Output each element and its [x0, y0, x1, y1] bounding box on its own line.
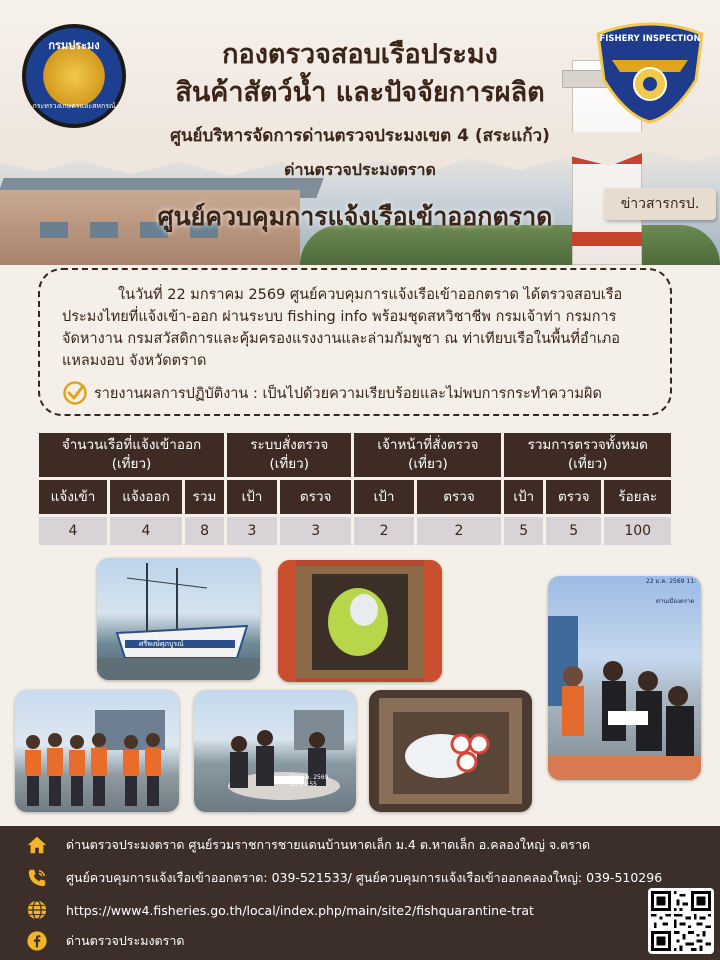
value-cell: 5 [546, 517, 601, 545]
qr-code-icon [651, 891, 711, 951]
logo-left-subtext: กระทรวงเกษตรและสหกรณ์ [32, 102, 116, 110]
boat-illustration [97, 558, 260, 680]
group-header-notified: จำนวนเรือที่แจ้งเข้าออก (เที่ยว) [39, 433, 224, 477]
footer-address-row [26, 831, 646, 859]
value-cell: 2 [417, 517, 502, 545]
news-tag: ข่าวสารกรป. [604, 188, 716, 220]
narrative-text: ในวันที่ 22 มกราคม 2569 ศูนย์ควบคุมการแจ้งเรือเข้าออกตราด ได้ตรวจสอบเรือประมงไทยที่แจ้งเข้า-ออก ผ่านระบบ fishing info พร้อมชุดสหวิชาชีพ กรมเจ้าท่า กรมการจัดหางาน กรมสวัสดิการและคุ้มครองแรงงานและล่ามกัมพูชา ณ ท่าเทียบเรือในพื้นที่อำเภอแหลมงอบ จังหวัดตราด [62, 287, 623, 369]
fish-hold-illustration [278, 560, 442, 682]
photo-timestamp: 22 ม.ค. 2569 13:11:55 [290, 774, 329, 788]
photo-fish-hold [278, 560, 442, 682]
subheader-cell: ตรวจ [417, 480, 502, 514]
center-title: ศูนย์ควบคุมการแจ้งเรือเข้าออกตราด [157, 202, 553, 231]
page-subtitle-line1: ศูนย์บริหารจัดการด่านตรวจประมงเขต 4 (สระแก้ว) [170, 126, 550, 146]
value-cell: 4 [110, 517, 182, 545]
globe-icon [26, 899, 48, 921]
photo-location-stamp: ด่านเมืองตราด [656, 598, 695, 605]
page-subtitle-line2: ด่านตรวจประมงตราด [284, 160, 436, 179]
subheader-cell: เป้า [354, 480, 413, 514]
photo-timestamp: 22 ม.ค. 2569 11: [646, 578, 697, 585]
department-of-fisheries-logo [22, 24, 126, 128]
report-line [62, 380, 662, 406]
footer-phone-row [26, 864, 663, 892]
fishery-inspection-logo [592, 20, 708, 124]
page-title-line1: กองตรวจสอบเรือประมง [222, 39, 498, 70]
value-cell: 2 [354, 517, 413, 545]
photo-ice-box [369, 690, 532, 812]
value-cell: 8 [185, 517, 224, 545]
page-title-line2: สินค้าสัตว์น้ำ และปัจจัยการผลิต [175, 77, 545, 108]
photo-fishing-boat [97, 558, 260, 680]
facebook-icon [26, 930, 48, 952]
value-cell: 5 [504, 517, 543, 545]
value-cell: 100 [604, 517, 671, 545]
subheader-cell: แจ้งออก [110, 480, 182, 514]
subheader-cell: ตรวจ [280, 480, 352, 514]
table-subheader-row [39, 480, 671, 514]
table-group-header-row [39, 433, 671, 477]
footer-phone: ศูนย์ควบคุมการแจ้งเรือเข้าออกตราด: 039-521533/ ศูนย์ควบคุมการแจ้งเรือเข้าออกคลองใหญ่: 039-510296 [66, 870, 663, 885]
ice-box-illustration [369, 690, 532, 812]
narrative-box [38, 268, 672, 416]
subheader-cell: ร้อยละ [604, 480, 671, 514]
check-circle-icon [62, 380, 88, 406]
photo-officers-pier [548, 576, 701, 780]
subheader-cell: ตรวจ [546, 480, 601, 514]
officers-illustration [548, 576, 701, 780]
crew-illustration [15, 690, 179, 812]
value-cell: 3 [227, 517, 277, 545]
footer-facebook-row[interactable] [26, 927, 646, 955]
table-meeting-illustration [194, 690, 356, 812]
subheader-cell: เป้า [227, 480, 277, 514]
value-cell: 4 [39, 517, 107, 545]
photo-crew-lifevests [15, 690, 179, 812]
logo-left-text: กรมประมง [48, 39, 100, 52]
subheader-cell: เป้า [504, 480, 543, 514]
footer-facebook[interactable]: ด่านตรวจประมงตราด [66, 933, 185, 948]
logo-right-text: FISHERY INSPECTION [599, 34, 701, 44]
boat-name-label: ศรีพงษ์ศุภบูรณ์ [139, 640, 184, 648]
home-icon [26, 834, 48, 856]
phone-icon [26, 867, 48, 889]
footer-address: ด่านตรวจประมงตราด ศูนย์รวมราชการชายแดนบ้านหาดเล็ก ม.4 ต.หาดเล็ก อ.คลองใหญ่ จ.ตราด [66, 837, 591, 852]
inspection-stats-table [36, 430, 674, 548]
subheader-cell: รวม [185, 480, 224, 514]
qr-code[interactable] [648, 888, 714, 954]
table-values-row [39, 517, 671, 545]
footer-website-link[interactable]: https://www4.fisheries.go.th/local/index.php/main/site2/fishquarantine-trat [66, 902, 534, 918]
building-window [40, 222, 68, 238]
photo-officers-table [194, 690, 356, 812]
group-header-officer: เจ้าหน้าที่สั่งตรวจ (เที่ยว) [354, 433, 501, 477]
group-header-system: ระบบสั่งตรวจ (เที่ยว) [227, 433, 351, 477]
footer-website-row[interactable] [26, 896, 646, 924]
report-text: รายงานผลการปฏิบัติงาน : เป็นไปด้วยความเรียบร้อยและไม่พบการกระทำความผิด [94, 385, 602, 402]
group-header-total: รวมการตรวจทั้งหมด (เที่ยว) [504, 433, 671, 477]
value-cell: 3 [280, 517, 352, 545]
subheader-cell: แจ้งเข้า [39, 480, 107, 514]
